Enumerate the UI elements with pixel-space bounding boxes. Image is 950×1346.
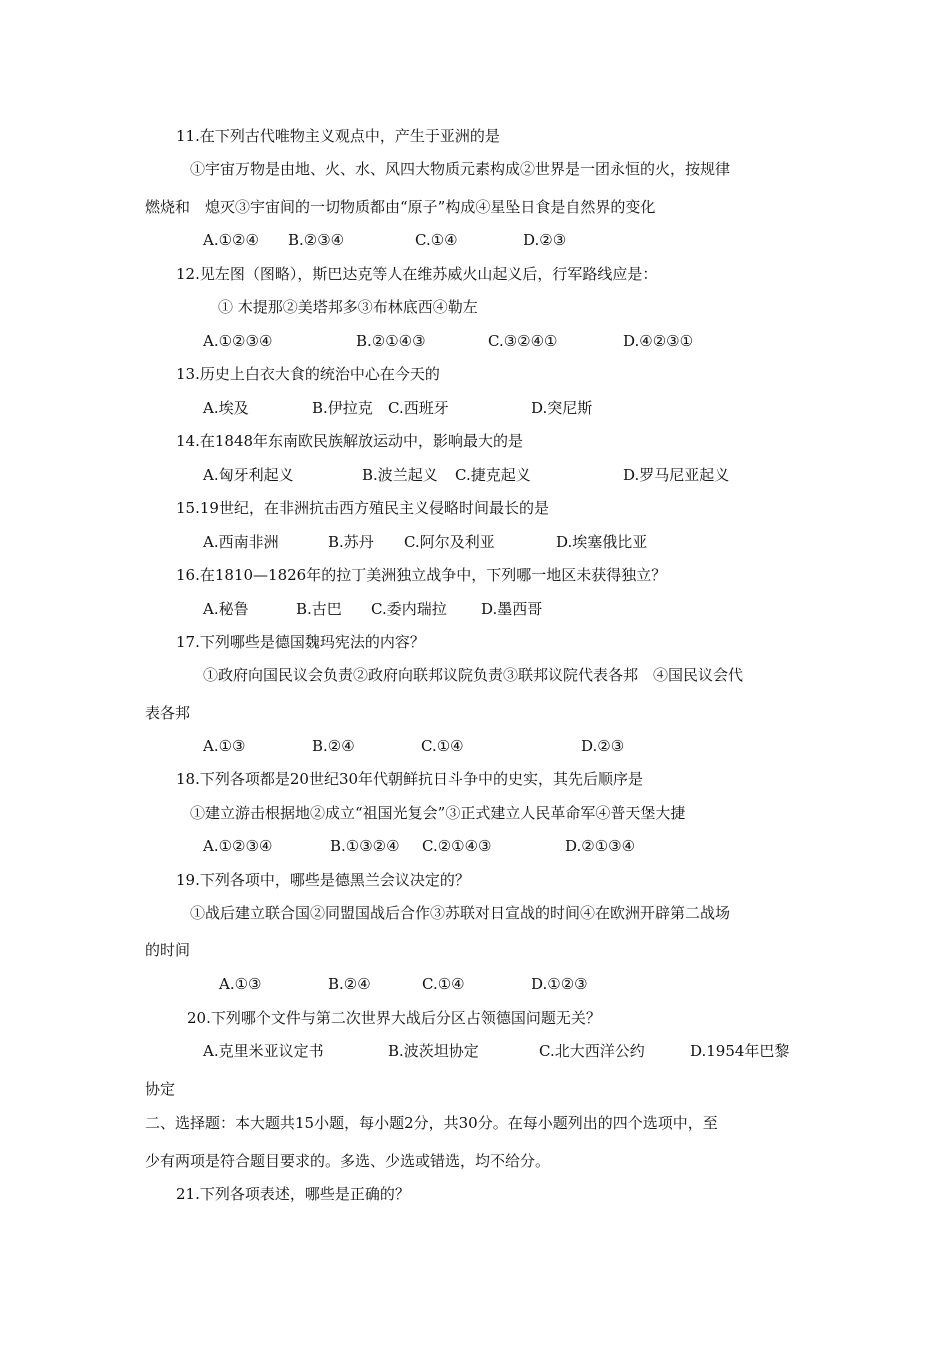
q17-option-c: C.①④ [421, 737, 464, 755]
q16-options [0, 599, 950, 619]
q14-stem: 14.在1848年东南欧民族解放运动中，影响最大的是 [176, 432, 524, 450]
q20-option-d-continued: 协定 [145, 1080, 176, 1098]
q14-options [0, 465, 950, 485]
q20-stem: 20.下列哪个文件与第二次世界大战后分区占领德国问题无关？ [187, 1009, 601, 1027]
q15-option-c: C.阿尔及利亚 [404, 533, 495, 551]
q16-option-b: B.古巴 [296, 600, 342, 618]
q19-option-c: C.①④ [422, 975, 465, 993]
q14-option-d: D.罗马尼亚起义 [623, 466, 730, 484]
q19-options [0, 974, 950, 994]
q18-option-a: A.①②③④ [203, 837, 273, 855]
q14-option-a: A.匈牙利起义 [203, 466, 294, 484]
q12-option-a: A.①②③④ [203, 332, 273, 350]
q12-stem: 12.见左图（图略），斯巴达克等人在维苏威火山起义后，行军路线应是： [176, 265, 658, 283]
q17-statements-line1: ①政府向国民议会负责②政府向联邦议院负责③联邦议院代表各邦 ④国民议会代 [203, 666, 744, 684]
q18-stem: 18.下列各项都是20世纪30年代朝鲜抗日斗争中的史实，其先后顺序是 [176, 770, 644, 788]
q14-option-c: C.捷克起义 [455, 466, 531, 484]
q14-option-b: B.波兰起义 [362, 466, 438, 484]
q11-statements-line1: ①宇宙万物是由地、火、水、风四大物质元素构成②世界是一团永恒的火，按规律 [190, 160, 731, 178]
q20-option-a: A.克里米亚议定书 [203, 1042, 324, 1060]
q13-option-d: D.突尼斯 [531, 399, 593, 417]
q15-option-d: D.埃塞俄比亚 [556, 533, 648, 551]
q15-option-b: B.苏丹 [328, 533, 374, 551]
q16-stem: 16.在1810—1826年的拉丁美洲独立战争中，下列哪一地区未获得独立？ [176, 566, 667, 584]
q16-option-d: D.墨西哥 [481, 600, 543, 618]
q17-option-b: B.②④ [312, 737, 355, 755]
q13-option-a: A.埃及 [203, 399, 249, 417]
q19-option-a: A.①③ [219, 975, 262, 993]
q12-option-b: B.②①④③ [356, 332, 426, 350]
q19-statements-line2: 的时间 [145, 941, 191, 959]
q11-stem: 11.在下列古代唯物主义观点中，产生于亚洲的是 [176, 127, 500, 145]
q15-options [0, 532, 950, 552]
q20-option-b: B.波茨坦协定 [388, 1042, 479, 1060]
q12-statements: ① 木提那②美塔邦多③布林底西④勒左 [218, 298, 478, 316]
q11-option-c: C.①④ [415, 231, 458, 249]
q20-options [0, 1041, 950, 1061]
q19-option-b: B.②④ [328, 975, 371, 993]
q15-stem: 15.19世纪，在非洲抗击西方殖民主义侵略时间最长的是 [176, 499, 549, 517]
q13-option-c: C.西班牙 [388, 399, 449, 417]
q19-option-d: D.①②③ [531, 975, 588, 993]
section2-instructions-line1: 二、选择题：本大题共15小题，每小题2分，共30分。在每小题列出的四个选项中，至 [145, 1114, 718, 1132]
q20-option-c: C.北大西洋公约 [539, 1042, 645, 1060]
q18-statements: ①建立游击根据地②成立“祖国光复会”③正式建立人民革命军④普天堡大捷 [190, 804, 686, 822]
q11-option-a: A.①②④ [203, 231, 259, 249]
q11-option-d: D.②③ [523, 231, 567, 249]
q17-statements-line2: 表各邦 [145, 704, 191, 722]
q12-option-c: C.③②④① [488, 332, 558, 350]
q11-option-b: B.②③④ [288, 231, 345, 249]
q17-option-a: A.①③ [203, 737, 246, 755]
q20-option-d: D.1954年巴黎 [690, 1042, 790, 1060]
q19-stem: 19.下列各项中，哪些是德黑兰会议决定的？ [176, 871, 470, 889]
q21-stem: 21.下列各项表述，哪些是正确的？ [176, 1185, 410, 1203]
q18-options [0, 836, 950, 856]
q13-options [0, 398, 950, 418]
q18-option-c: C.②①④③ [422, 837, 492, 855]
q17-options [0, 736, 950, 756]
q17-option-d: D.②③ [581, 737, 625, 755]
q12-option-d: D.④②③① [623, 332, 694, 350]
q18-option-d: D.②①③④ [565, 837, 636, 855]
q17-stem: 17.下列哪些是德国魏玛宪法的内容？ [176, 633, 425, 651]
q13-option-b: B.伊拉克 [312, 399, 373, 417]
q12-options [0, 331, 950, 351]
q16-option-a: A.秘鲁 [203, 600, 249, 618]
section2-instructions-line2: 少有两项是符合题目要求的。多选、少选或错选，均不给分。 [145, 1152, 551, 1170]
q11-statements-line2: 燃烧和 熄灭③宇宙间的一切物质都由“原子”构成④星坠日食是自然界的变化 [145, 198, 656, 216]
q15-option-a: A.西南非洲 [203, 533, 279, 551]
q19-statements-line1: ①战后建立联合国②同盟国战后合作③苏联对日宣战的时间④在欧洲开辟第二战场 [190, 904, 731, 922]
q11-options [0, 230, 950, 250]
q13-stem: 13.历史上白衣大食的统治中心在今天的 [176, 365, 440, 383]
q16-option-c: C.委内瑞拉 [371, 600, 447, 618]
q18-option-b: B.①③②④ [330, 837, 400, 855]
